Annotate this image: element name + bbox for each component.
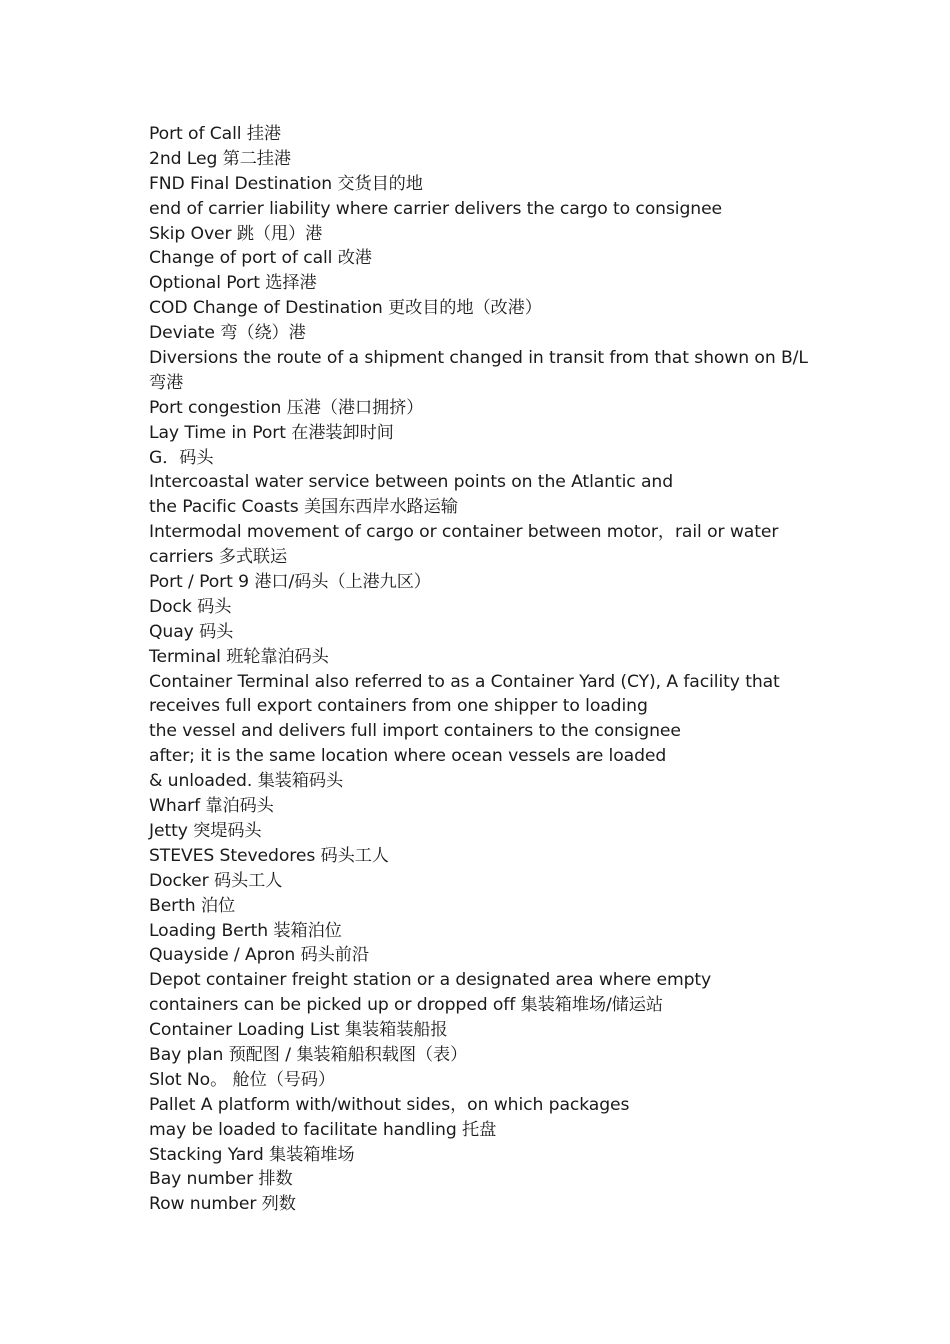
text-line: Port of Call 挂港 [149,124,281,144]
text-line: Stacking Yard 集装箱堆场 [149,1144,355,1165]
text-line: the Pacific Coasts 美国东西岸水路运输 [149,497,458,518]
text-line: Container Terminal also referred to as a Container Yard (CY), A facility that [149,671,780,692]
text-line: Wharf 靠泊码头 [149,796,274,817]
text-line: may be loaded to facilitate handling 托盘 [149,1119,497,1140]
text-line: carriers 多式联运 [149,547,288,568]
text-line: Deviate 弯（绕）港 [149,323,306,344]
text-line: Row number 列数 [149,1194,296,1215]
section-heading: G．码头 [149,447,214,468]
text-line: Bay plan 预配图 / 集装箱船积载图（表） [149,1044,468,1065]
text-line: Port / Port 9 港口/码头（上港九区） [149,572,431,593]
text-line: after; it is the same location where ocean vessels are loaded [149,746,667,767]
text-line: Intercoastal water service between points on the Atlantic and [149,472,674,493]
text-line: Diversions the route of a shipment changed in transit from that shown on B/L [149,348,808,369]
text-line: Quay 码头 [149,621,234,642]
text-line: Container Loading List 集装箱装船报 [149,1020,448,1041]
text-line: the vessel and delivers full import containers to the consignee [149,721,681,742]
text-line: Depot container freight station or a designated area where empty [149,970,712,991]
text-line: STEVES Stevedores 码头工人 [149,845,389,866]
text-line: Pallet A platform with/without sides，on which packages [149,1094,630,1115]
text-line: Berth 泊位 [149,895,236,916]
text-line: Dock 码头 [149,596,232,617]
text-line: Intermodal movement of cargo or container between motor，rail or water [149,522,779,543]
text-line: Change of port of call 改港 [149,248,372,269]
text-line: 2nd Leg 第二挂港 [149,148,291,169]
text-line: Port congestion 压港（港口拥挤） [149,397,424,418]
text-line: & unloaded. 集装箱码头 [149,771,344,792]
text-line: Bay number 排数 [149,1169,293,1190]
text-line: Docker 码头工人 [149,870,283,891]
text-line: FND Final Destination 交货目的地 [149,173,423,194]
document-body [149,122,869,1217]
text-line: Optional Port 选择港 [149,273,317,294]
text-line: 弯港 [149,372,184,393]
text-line: Terminal 班轮靠泊码头 [149,646,329,667]
text-line: Quayside / Apron 码头前沿 [149,945,369,966]
text-line: Skip Over 跳（甩）港 [149,223,323,244]
text-line: Lay Time in Port 在港装卸时间 [149,422,394,443]
text-line: Jetty 突堤码头 [149,820,262,841]
text-line: containers can be picked up or dropped off 集装箱堆场/储运站 [149,995,663,1016]
text-line: end of carrier liability where carrier delivers the cargo to consignee [149,198,723,219]
text-line: Loading Berth 装箱泊位 [149,920,342,941]
text-line: receives full export containers from one shipper to loading [149,696,648,717]
text-line: Slot No。 舱位（号码） [149,1069,336,1090]
text-line: COD Change of Destination 更改目的地（改港） [149,298,542,319]
